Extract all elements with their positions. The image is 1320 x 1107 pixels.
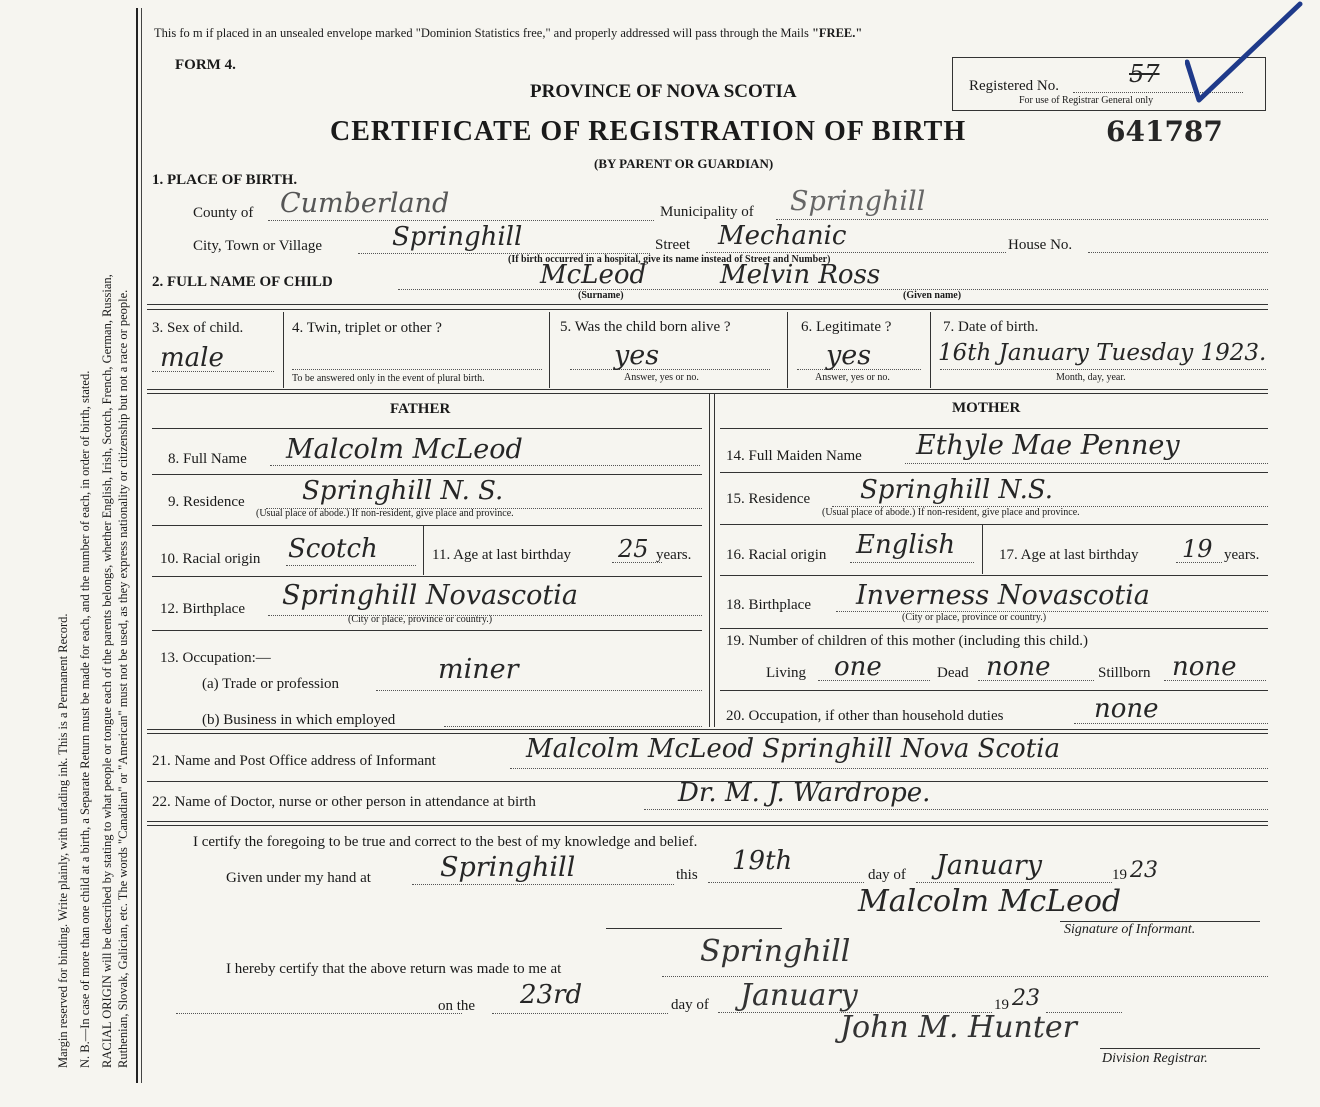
informant-signature: Malcolm McLeod [858, 884, 1122, 919]
mother-heading: MOTHER [952, 400, 1021, 416]
child-given-name: Melvin Ross [720, 260, 881, 290]
child-surname: McLeod [540, 260, 647, 290]
mother-age-label: 17. Age at last birthday [999, 547, 1139, 563]
binding-line [136, 8, 138, 1083]
county-value: Cumberland [280, 188, 450, 219]
certificate-number: 641787 [1106, 115, 1223, 148]
business-label: (b) Business in which employed [202, 712, 396, 728]
father-race: Scotch [288, 534, 378, 564]
dead-value: none [986, 652, 1051, 682]
street-value: Mechanic [718, 221, 847, 251]
stillborn-label: Stillborn [1098, 665, 1151, 681]
certify-year: 23 [1130, 858, 1158, 883]
street-label: Street [655, 237, 690, 253]
twin-note: To be answered only in the event of plural birth. [292, 373, 485, 384]
registrar-day: 23rd [520, 980, 583, 1010]
certificate-title: CERTIFICATE OF REGISTRATION OF BIRTH [330, 116, 967, 147]
registrar-on-label: on the [438, 998, 476, 1014]
certify-statement: I certify the foregoing to be true and correct to the best of my knowledge and belief. [193, 834, 698, 850]
certify-day-of-label: day of [868, 867, 906, 883]
father-birthplace: Springhill Novascotia [282, 580, 578, 611]
division-registrar-caption: Division Registrar. [1102, 1051, 1208, 1066]
certify-day: 19th [732, 846, 793, 876]
living-label: Living [766, 665, 806, 681]
informant-value: Malcolm McLeod Springhill Nova Scotia [526, 734, 1060, 764]
mother-occupation: none [1094, 694, 1159, 724]
certify-place: Springhill [440, 852, 576, 883]
doctor-label: 22. Name of Doctor, nurse or other person in attendance at birth [152, 794, 536, 810]
legitimate-caption: Answer, yes or no. [815, 372, 890, 383]
mother-occupation-label: 20. Occupation, if other than household duties [726, 708, 1004, 724]
this-label: this [676, 867, 698, 883]
given-name-caption: (Given name) [903, 290, 962, 301]
father-residence-caption: (Usual place of abode.) If non-resident, give place and province. [256, 508, 514, 519]
registrar-year-prefix: 19 [994, 997, 1009, 1013]
informant-label: 21. Name and Post Office address of Informant [152, 753, 436, 769]
legitimate-label: 6. Legitimate ? [801, 319, 892, 335]
mother-years: years. [1224, 547, 1260, 563]
section-rule [147, 304, 1268, 305]
municipality-label: Municipality of [660, 204, 754, 220]
house-number-label: House No. [1008, 237, 1073, 253]
registrar-use-note: For use of Registrar General only [1019, 95, 1154, 106]
doctor-value: Dr. M. J. Wardrope. [678, 778, 931, 808]
hospital-note: (If birth occurred in a hospital, give its name instead of Street and Number) [508, 254, 831, 265]
registered-label: Registered No. [969, 78, 1059, 94]
registrar-signature: John M. Hunter [840, 1010, 1078, 1045]
father-age: 25 [618, 535, 649, 563]
father-heading: FATHER [390, 401, 451, 417]
postage-note: This fo m if placed in an unsealed envelope marked "Dominion Statistics free," and properly addressed will pass through the Mails "FREE." [154, 26, 863, 40]
dead-label: Dead [937, 665, 969, 681]
sex-label: 3. Sex of child. [152, 320, 244, 336]
legitimate-value: yes [826, 340, 872, 371]
dob-value: 16th January Tuesday 1923. [938, 340, 1267, 366]
child-name-label: 2. FULL NAME OF CHILD [152, 274, 333, 290]
father-name: Malcolm McLeod [286, 434, 523, 465]
mother-residence-caption: (Usual place of abode.) If non-resident, give place and province. [822, 507, 1080, 518]
county-label: County of [193, 205, 254, 221]
municipality-value: Springhill [790, 186, 926, 217]
certify-year-prefix: 19 [1112, 867, 1127, 883]
born-alive-label: 5. Was the child born alive ? [560, 319, 731, 335]
registrar-statement: I hereby certify that the above return was made to me at [226, 961, 562, 977]
margin-note-racial-origin: RACIAL ORIGIN will be described by stating to what people or tongue each of the parents belongs, whether English, Irish, Scotch, French, German, Russian, [100, 274, 114, 1068]
dob-label: 7. Date of birth. [943, 319, 1039, 335]
children-count-label: 19. Number of children of this mother (including this child.) [726, 633, 1089, 649]
dob-caption: Month, day, year. [1056, 372, 1126, 383]
stillborn-value: none [1172, 652, 1237, 682]
registrar-place: Springhill [700, 934, 851, 969]
column-divider [709, 393, 710, 727]
registrar-month: January [740, 978, 858, 1013]
father-residence: Springhill N. S. [302, 476, 504, 506]
mother-race-label: 16. Racial origin [726, 547, 827, 563]
given-under-hand-label: Given under my hand at [226, 870, 371, 886]
twin-label: 4. Twin, triplet or other ? [292, 320, 442, 336]
mother-age: 19 [1182, 535, 1213, 563]
father-race-label: 10. Racial origin [160, 551, 261, 567]
mother-name: Ethyle Mae Penney [916, 430, 1180, 461]
check-mark [1185, 0, 1305, 110]
city-label: City, Town or Village [193, 238, 323, 254]
father-residence-label: 9. Residence [168, 494, 245, 510]
province-heading: PROVINCE OF NOVA SCOTIA [530, 81, 797, 102]
father-years: years. [656, 547, 692, 563]
mother-name-label: 14. Full Maiden Name [726, 448, 862, 464]
mother-residence-label: 15. Residence [726, 491, 811, 507]
certificate-subtitle: (BY PARENT OR GUARDIAN) [594, 156, 774, 171]
registered-value: 57 [1129, 60, 1160, 88]
born-alive-caption: Answer, yes or no. [624, 372, 699, 383]
place-of-birth-heading: 1. PLACE OF BIRTH. [152, 172, 298, 188]
born-alive-value: yes [614, 340, 660, 371]
father-trade: miner [438, 654, 519, 685]
binding-line-inner [141, 8, 142, 1083]
mother-birthplace-label: 18. Birthplace [726, 597, 811, 613]
trade-label: (a) Trade or profession [202, 676, 340, 692]
informant-signature-caption: Signature of Informant. [1064, 922, 1196, 937]
margin-note-multiple-births: N. B.—In case of more than one child at a birth, a Separate Return must be made for each, and the number of each, in order of birth, stated. [78, 370, 92, 1068]
registrar-day-of-label: day of [671, 997, 709, 1013]
father-birthplace-caption: (City or place, province or country.) [348, 614, 493, 625]
father-name-label: 8. Full Name [168, 451, 247, 467]
mother-residence: Springhill N.S. [860, 475, 1054, 505]
surname-caption: (Surname) [578, 290, 624, 301]
mother-race: English [856, 530, 956, 560]
city-value: Springhill [392, 222, 523, 252]
mother-birthplace-caption: (City or place, province or country.) [902, 612, 1047, 623]
certify-month: January [936, 850, 1042, 881]
father-occupation-label: 13. Occupation:— [160, 650, 271, 666]
registrar-year: 23 [1012, 986, 1040, 1011]
father-age-label: 11. Age at last birthday [432, 547, 571, 563]
margin-note-binding: Margin reserved for binding. Write plainly, with unfading ink. This is a Permanent Record. [56, 613, 70, 1068]
margin-note-racial-origin-cont: Ruthenian, Slovak, Galician, etc. The words "Canadian" or "American" must not be used, as they express nationality or citizenship but not a race or people. [116, 289, 130, 1068]
mother-birthplace: Inverness Novascotia [856, 580, 1150, 611]
sex-value: male [160, 343, 224, 373]
living-value: one [834, 652, 882, 682]
form-number: FORM 4. [175, 57, 236, 73]
father-birthplace-label: 12. Birthplace [160, 601, 245, 617]
